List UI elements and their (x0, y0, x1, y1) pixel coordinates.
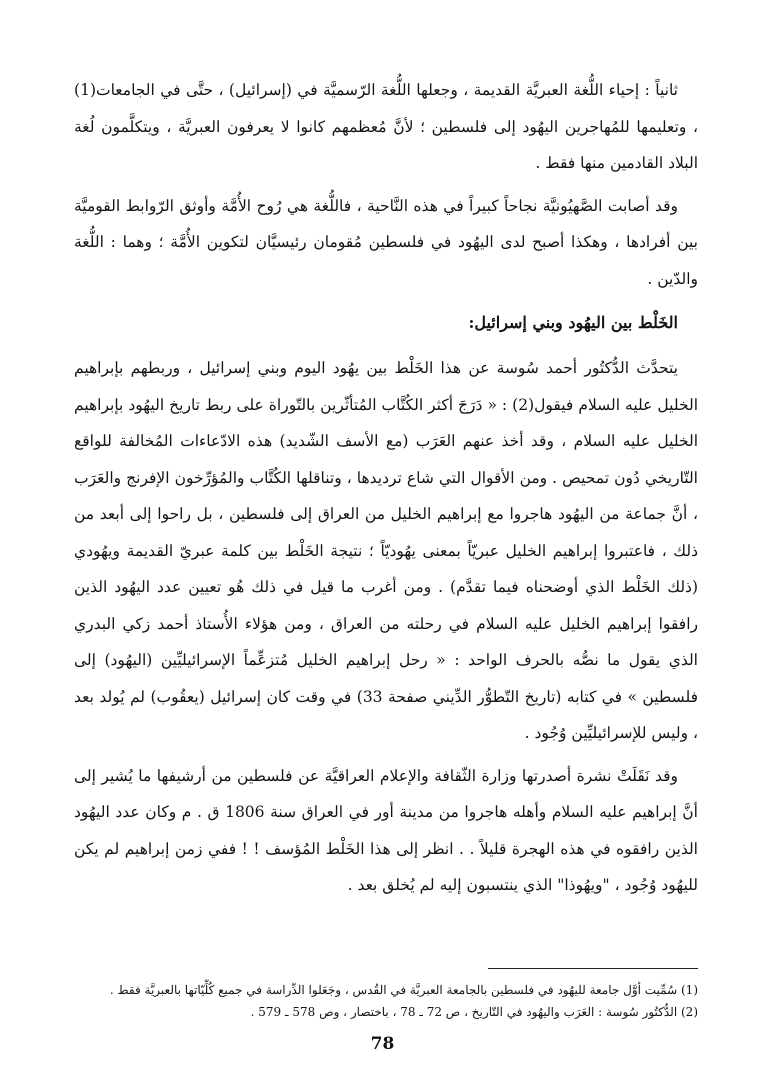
section-heading: الخَلْط بين اليهُود وبني إسرائيل: (468, 313, 678, 332)
paragraph-hebrew-revival: ثانياً : إحياء اللُّغة العبريَّة القديمة ، وجعلها اللُّغة الرّسميَّة في (إسرائيل) ، حتَّى في الجامعات(1) ، وتعليمها للمُهاجرين اليهُود إلى فلسطين ؛ لأنَّ مُعظمهم كانوا لا يعرفون العبريَّة ، ويتكلَّمون لُغة البلاد القادمين منها فقط . (74, 81, 698, 172)
footnote-1: (1) سُمِّيت أوَّل جامعة لليهُود في فلسطين بالجامعة العبريَّة في القُدس ، وجَعَلوا الدِّراسة في جميع كُلِّيّاتها بالعبريَّة فقط . (109, 983, 698, 997)
footnote-2: (2) الدُّكتُور سُوسة : العَرَب واليهُود في التّاريخ ، ص 72 ـ 78 ، باختصار ، وص 578 ـ 579 . (250, 1005, 698, 1019)
footnotes (74, 968, 698, 1023)
footnote-divider (488, 968, 698, 969)
paragraph-zionist-success: وقد أصابت الصَّهيُونيَّة نجاحاً كبيراً في هذه النَّاحية ، فاللُّغة هي رُوح الأُمَّة وأوثق الرّوابط القوميَّة بين أفرادها ، وهكذا أصبح لدى اليهُود في فلسطين مُقومان رئيسيَّان لتكوين الأُمَّة ؛ وهما : اللُّغة والدّين . (74, 196, 698, 288)
page-number: 78 (370, 1034, 395, 1054)
paragraph-ministry-bulletin: وقد نَقَلَتْ نشرة أصدرتها وزارة الثّقافة والإعلام العراقيَّة عن فلسطين من أرشيفها ما يُشير إلى أنَّ إبراهيم عليه السلام وأهله هاجروا من مدينة أور في العراق سنة 1806 ق . م وكان عدد اليهُود الذين رافقوه في هذه الهجرة قليلاً . . انظر إلى هذا الخَلْط المُؤسف ! ! ففي زمن إبراهيم لم يكن لليهُود وُجُود ، "ويهُوذا" الذي ينتسبون إليه لم يُخلق بعد . (74, 766, 698, 894)
page-body (74, 72, 698, 910)
paragraph-sousa-quote: يتحدَّث الدُّكتُور أحمد سُوسة عن هذا الخَلْط بين يهُود اليوم وبني إسرائيل ، وربطهم بإبراهيم الخليل عليه السلام فيقول(2) : « دَرَجَ أكثر الكُتَّاب المُتأثّرين بالتّوراة على ربط تاريخ اليهُود بإبراهيم الخليل عليه السلام ، وقد أخذ عنهم العَرَب (مع الأسف الشّديد) هذه الادّعاءات المُخالفة للواقع التّاريخي دُون تمحيص . ومن الأقوال التي شاع ترديدها ، وتناقلها الكُتَّاب والمُؤرِّخون الإفرنج والعَرَب ، أنَّ جماعة من اليهُود هاجروا مع إبراهيم الخليل من العراق إلى فلسطين ، بل راحوا إلى أبعد من ذلك ، فاعتبروا إبراهيم الخليل عبريّاً بمعنى يهُوديّاً ؛ نتيجة الخَلْط بين كلمة عبريّ القديمة ويهُودي (ذلك الخَلْط الذي أوضحناه فيما تقدَّم) . ومن أغرب ما قيل في ذلك هُو تعيين عدد اليهُود الذين رافقوا إبراهيم الخليل عليه السلام في رحلته من العراق ، ومن هؤلاء الأُستاذ أحمد زكي البدري الذي يقول ما نصُّه بالحرف الواحد : « رحل إبراهيم الخليل مُتزعِّماً الإسرائيليِّين (اليهُود) إلى فلسطين » في كتابه (تاريخ التّطوُّر الدِّيني صفحة 33) في وقت كان إسرائيل (يعقُوب) لم يُولد بعد ، وليس للإسرائيليِّين وُجُود . (74, 359, 699, 742)
